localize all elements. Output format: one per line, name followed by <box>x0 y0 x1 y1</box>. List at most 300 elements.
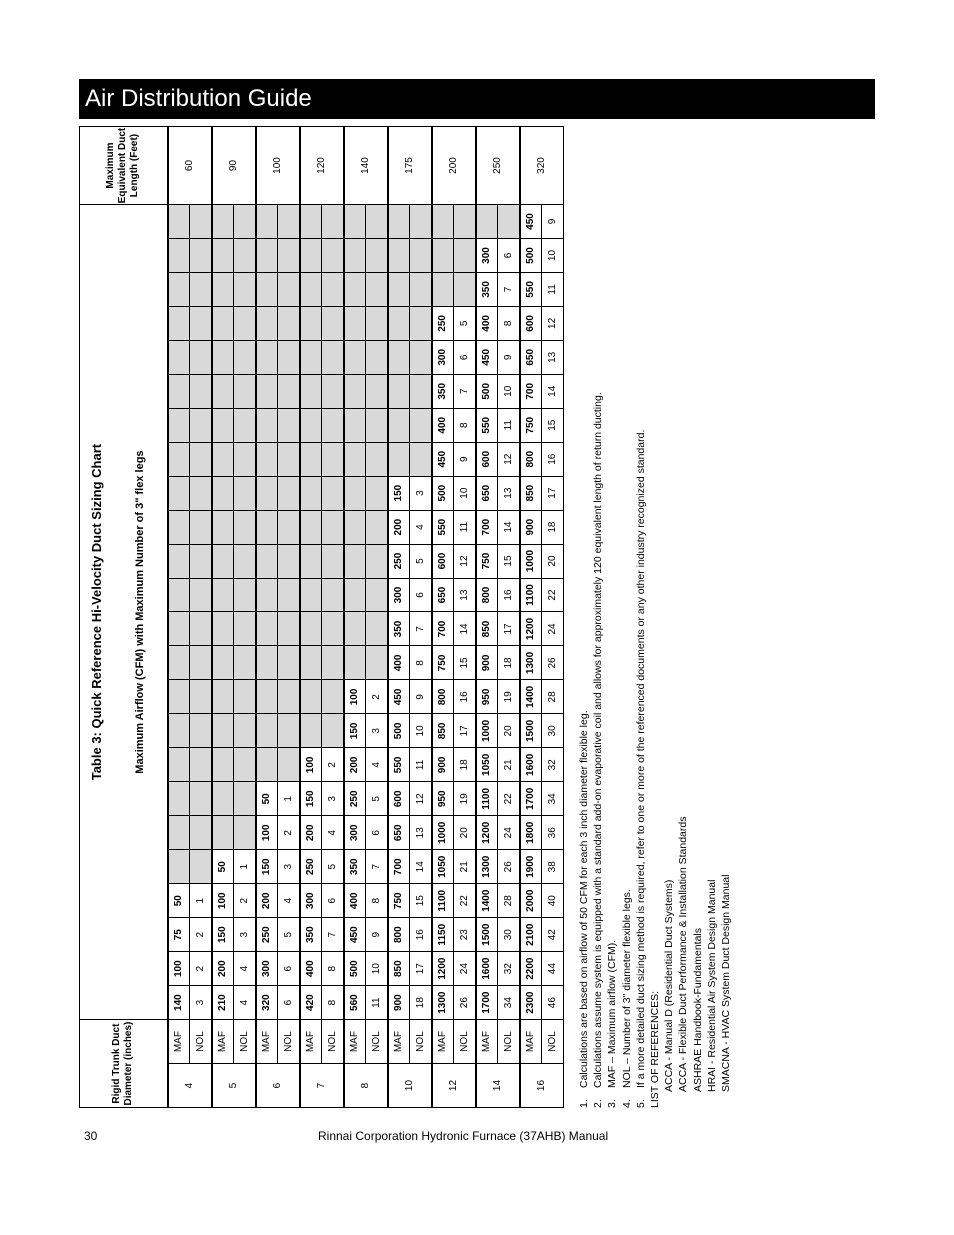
empty-cell <box>388 374 410 408</box>
duct-diameter-cell: 6 <box>256 1064 300 1108</box>
empty-cell <box>344 340 366 374</box>
nol-value-cell: 15 <box>454 646 476 680</box>
empty-cell <box>190 782 212 816</box>
empty-cell <box>322 578 344 612</box>
empty-cell <box>300 510 322 544</box>
empty-cell <box>344 510 366 544</box>
empty-cell <box>212 374 234 408</box>
maf-value-cell: 850 <box>388 952 410 986</box>
nol-value-cell: 13 <box>498 476 520 510</box>
empty-cell <box>256 340 278 374</box>
nol-label: NOL <box>278 1020 300 1064</box>
nol-value-cell: 1 <box>190 884 212 918</box>
empty-cell <box>168 374 190 408</box>
empty-cell <box>212 408 234 442</box>
nol-value-cell: 22 <box>498 782 520 816</box>
nol-value-cell: 9 <box>498 340 520 374</box>
maf-value-cell: 150 <box>300 782 322 816</box>
maf-value-cell: 750 <box>432 646 454 680</box>
nol-value-cell: 3 <box>190 986 212 1020</box>
maf-value-cell: 1400 <box>520 680 542 714</box>
empty-cell <box>322 340 344 374</box>
references-title: LIST OF REFERENCES: <box>649 990 662 1108</box>
empty-cell <box>234 306 256 340</box>
maf-value-cell: 1700 <box>476 986 498 1020</box>
nol-value-cell: 32 <box>498 952 520 986</box>
empty-cell <box>322 680 344 714</box>
empty-cell <box>190 612 212 646</box>
empty-cell <box>322 272 344 306</box>
empty-cell <box>256 612 278 646</box>
duct-diameter-cell: 14 <box>476 1064 520 1108</box>
empty-cell <box>366 612 388 646</box>
empty-cell <box>278 578 300 612</box>
maf-value-cell: 1500 <box>520 714 542 748</box>
nol-value-cell: 46 <box>542 986 564 1020</box>
maf-value-cell: 100 <box>344 680 366 714</box>
maf-value-cell: 550 <box>476 408 498 442</box>
nol-value-cell: 8 <box>498 306 520 340</box>
nol-value-cell: 42 <box>542 918 564 952</box>
empty-cell <box>278 442 300 476</box>
empty-cell <box>234 714 256 748</box>
note-item <box>634 126 648 1108</box>
nol-value-cell: 26 <box>498 850 520 884</box>
maf-label: MAF <box>300 1020 322 1064</box>
empty-cell <box>410 205 432 239</box>
table-row <box>344 127 366 1108</box>
empty-cell <box>278 476 300 510</box>
empty-cell <box>278 748 300 782</box>
reference-item <box>719 126 733 1108</box>
nol-value-cell: 12 <box>542 306 564 340</box>
maf-value-cell: 550 <box>388 748 410 782</box>
maf-value-cell: 950 <box>476 680 498 714</box>
maf-value-cell: 1600 <box>520 748 542 782</box>
maf-value-cell: 700 <box>520 374 542 408</box>
maf-value-cell: 550 <box>432 510 454 544</box>
empty-cell <box>212 205 234 239</box>
empty-cell <box>168 850 190 884</box>
maf-value-cell: 210 <box>212 986 234 1020</box>
empty-cell <box>344 272 366 306</box>
empty-cell <box>234 510 256 544</box>
table-row <box>366 127 388 1108</box>
empty-cell <box>344 238 366 272</box>
empty-cell <box>300 714 322 748</box>
max-length-cell: 60 <box>168 127 212 205</box>
empty-cell <box>388 340 410 374</box>
duct-diameter-cell: 4 <box>168 1064 212 1108</box>
nol-value-cell: 17 <box>498 612 520 646</box>
maf-value-cell: 500 <box>388 714 410 748</box>
note-number: 2. <box>592 1099 605 1108</box>
maf-value-cell: 1800 <box>520 816 542 850</box>
nol-value-cell: 3 <box>278 850 300 884</box>
maf-value-cell: 450 <box>432 442 454 476</box>
nol-value-cell: 18 <box>454 748 476 782</box>
table-title: Table 3: Quick Reference Hi-Velocity Duct Sizing Chart <box>80 205 114 1020</box>
nol-value-cell: 18 <box>410 986 432 1020</box>
nol-value-cell: 8 <box>322 986 344 1020</box>
nol-value-cell: 3 <box>366 714 388 748</box>
empty-cell <box>256 646 278 680</box>
empty-cell <box>168 612 190 646</box>
nol-value-cell: 11 <box>410 748 432 782</box>
empty-cell <box>322 510 344 544</box>
maf-value-cell: 900 <box>476 646 498 680</box>
empty-cell <box>300 340 322 374</box>
empty-cell <box>256 476 278 510</box>
table-row <box>432 127 454 1108</box>
maf-value-cell: 150 <box>388 476 410 510</box>
empty-cell <box>190 238 212 272</box>
empty-cell <box>344 578 366 612</box>
nol-value-cell: 12 <box>498 442 520 476</box>
table-row <box>388 127 410 1108</box>
maf-value-cell: 1200 <box>432 952 454 986</box>
nol-value-cell: 5 <box>454 306 476 340</box>
maf-value-cell: 250 <box>256 918 278 952</box>
nol-value-cell: 4 <box>278 884 300 918</box>
empty-cell <box>168 680 190 714</box>
empty-cell <box>410 272 432 306</box>
trunk-diameter-header: Rigid Trunk Duct Diameter (inches) <box>80 1020 168 1108</box>
maf-value-cell: 500 <box>344 952 366 986</box>
nol-value-cell: 44 <box>542 952 564 986</box>
maf-value-cell: 1200 <box>476 816 498 850</box>
empty-cell <box>344 374 366 408</box>
maf-value-cell: 600 <box>520 306 542 340</box>
nol-value-cell: 9 <box>542 205 564 239</box>
rotated-content <box>79 126 733 1108</box>
maf-value-cell: 50 <box>256 782 278 816</box>
nol-value-cell: 18 <box>542 510 564 544</box>
empty-cell <box>190 544 212 578</box>
maf-value-cell: 650 <box>476 476 498 510</box>
empty-cell <box>322 205 344 239</box>
maf-value-cell: 500 <box>520 238 542 272</box>
nol-value-cell: 11 <box>542 272 564 306</box>
maf-value-cell: 900 <box>520 510 542 544</box>
empty-cell <box>234 578 256 612</box>
maf-value-cell: 300 <box>300 884 322 918</box>
maf-label: MAF <box>168 1020 190 1064</box>
nol-value-cell: 6 <box>278 952 300 986</box>
nol-value-cell: 17 <box>454 714 476 748</box>
table-row <box>256 127 278 1108</box>
duct-diameter-cell: 16 <box>520 1064 564 1108</box>
maf-value-cell: 250 <box>300 850 322 884</box>
duct-sizing-table <box>79 126 564 1108</box>
empty-cell <box>168 272 190 306</box>
empty-cell <box>388 442 410 476</box>
empty-cell <box>168 442 190 476</box>
nol-label: NOL <box>234 1020 256 1064</box>
nol-value-cell: 5 <box>278 918 300 952</box>
nol-value-cell: 15 <box>498 544 520 578</box>
nol-value-cell: 13 <box>410 816 432 850</box>
empty-cell <box>190 578 212 612</box>
nol-value-cell: 17 <box>410 952 432 986</box>
empty-cell <box>278 646 300 680</box>
nol-label: NOL <box>410 1020 432 1064</box>
empty-cell <box>278 238 300 272</box>
empty-cell <box>344 408 366 442</box>
reference-text: ACCA - Manual D (Residential Duct Systems) <box>663 879 676 1092</box>
empty-cell <box>300 374 322 408</box>
empty-cell <box>322 612 344 646</box>
empty-cell <box>212 680 234 714</box>
reference-item <box>662 126 676 1108</box>
nol-value-cell: 8 <box>322 952 344 986</box>
duct-diameter-cell: 7 <box>300 1064 344 1108</box>
empty-cell <box>168 510 190 544</box>
nol-label: NOL <box>454 1020 476 1064</box>
empty-cell <box>388 306 410 340</box>
nol-value-cell: 11 <box>498 408 520 442</box>
table-row <box>168 127 190 1108</box>
empty-cell <box>366 544 388 578</box>
nol-value-cell: 10 <box>410 714 432 748</box>
note-item <box>577 126 591 1108</box>
empty-cell <box>410 408 432 442</box>
nol-value-cell: 7 <box>366 850 388 884</box>
empty-cell <box>322 408 344 442</box>
max-length-cell: 200 <box>432 127 476 205</box>
empty-cell <box>256 748 278 782</box>
maf-value-cell: 1600 <box>476 952 498 986</box>
nol-value-cell: 20 <box>498 714 520 748</box>
nol-value-cell: 14 <box>498 510 520 544</box>
maf-value-cell: 350 <box>476 272 498 306</box>
nol-value-cell: 16 <box>498 578 520 612</box>
maf-value-cell: 1050 <box>476 748 498 782</box>
empty-cell <box>454 205 476 239</box>
empty-cell <box>234 782 256 816</box>
maf-value-cell: 600 <box>388 782 410 816</box>
empty-cell <box>212 544 234 578</box>
nol-value-cell: 24 <box>542 612 564 646</box>
nol-value-cell: 40 <box>542 884 564 918</box>
empty-cell <box>190 510 212 544</box>
note-number: 4. <box>620 1099 633 1108</box>
empty-cell <box>190 442 212 476</box>
empty-cell <box>256 442 278 476</box>
maf-label: MAF <box>344 1020 366 1064</box>
table-row <box>498 127 520 1108</box>
nol-value-cell: 1 <box>234 850 256 884</box>
empty-cell <box>212 238 234 272</box>
nol-label: NOL <box>190 1020 212 1064</box>
nol-value-cell: 16 <box>542 442 564 476</box>
nol-value-cell: 28 <box>542 680 564 714</box>
nol-value-cell: 6 <box>366 816 388 850</box>
duct-diameter-cell: 10 <box>388 1064 432 1108</box>
maf-value-cell: 100 <box>300 748 322 782</box>
table-row <box>278 127 300 1108</box>
empty-cell <box>410 340 432 374</box>
empty-cell <box>344 544 366 578</box>
empty-cell <box>168 205 190 239</box>
maf-value-cell: 1400 <box>476 884 498 918</box>
maf-value-cell: 500 <box>476 374 498 408</box>
maf-value-cell: 650 <box>432 578 454 612</box>
maf-value-cell: 1050 <box>432 850 454 884</box>
empty-cell <box>344 612 366 646</box>
maf-label: MAF <box>256 1020 278 1064</box>
maf-value-cell: 450 <box>520 205 542 239</box>
empty-cell <box>234 612 256 646</box>
maf-value-cell: 2000 <box>520 884 542 918</box>
nol-value-cell: 30 <box>542 714 564 748</box>
table-row <box>212 127 234 1108</box>
maf-value-cell: 600 <box>476 442 498 476</box>
maf-value-cell: 700 <box>388 850 410 884</box>
empty-cell <box>366 374 388 408</box>
duct-diameter-cell: 5 <box>212 1064 256 1108</box>
maf-value-cell: 600 <box>432 544 454 578</box>
nol-value-cell: 19 <box>498 680 520 714</box>
empty-cell <box>300 306 322 340</box>
maf-value-cell: 1000 <box>476 714 498 748</box>
maf-value-cell: 1300 <box>432 986 454 1020</box>
empty-cell <box>212 782 234 816</box>
empty-cell <box>300 646 322 680</box>
empty-cell <box>212 578 234 612</box>
empty-cell <box>476 205 498 239</box>
maf-value-cell: 50 <box>168 884 190 918</box>
empty-cell <box>278 272 300 306</box>
maf-value-cell: 2100 <box>520 918 542 952</box>
nol-value-cell: 14 <box>542 374 564 408</box>
empty-cell <box>168 340 190 374</box>
table-row <box>454 127 476 1108</box>
maf-value-cell: 100 <box>256 816 278 850</box>
empty-cell <box>322 646 344 680</box>
note-text: NOL – Number of 3" diameter flexible legs. <box>620 889 633 1088</box>
maf-value-cell: 400 <box>476 306 498 340</box>
empty-cell <box>498 205 520 239</box>
maf-value-cell: 750 <box>520 408 542 442</box>
empty-cell <box>454 238 476 272</box>
nol-value-cell: 5 <box>366 782 388 816</box>
empty-cell <box>168 476 190 510</box>
note-text: If a more detailed duct sizing method is required, refer to one or more of the referenced documents or any other industry recognized standard. <box>634 429 647 1088</box>
reference-text: ACCA - Flexible Duct Performance & Installation Standards <box>677 816 690 1092</box>
nol-value-cell: 22 <box>542 578 564 612</box>
empty-cell <box>168 782 190 816</box>
empty-cell <box>410 442 432 476</box>
empty-cell <box>168 646 190 680</box>
nol-value-cell: 20 <box>542 544 564 578</box>
maf-label: MAF <box>432 1020 454 1064</box>
empty-cell <box>234 816 256 850</box>
empty-cell <box>322 714 344 748</box>
maf-value-cell: 1300 <box>476 850 498 884</box>
empty-cell <box>190 306 212 340</box>
maf-value-cell: 2200 <box>520 952 542 986</box>
empty-cell <box>212 442 234 476</box>
maf-value-cell: 800 <box>520 442 542 476</box>
empty-cell <box>168 306 190 340</box>
empty-cell <box>410 374 432 408</box>
maf-label: MAF <box>520 1020 542 1064</box>
maf-value-cell: 150 <box>212 918 234 952</box>
maf-value-cell: 700 <box>432 612 454 646</box>
empty-cell <box>278 544 300 578</box>
maf-value-cell: 1100 <box>476 782 498 816</box>
reference-text: SMACNA - HVAC System Duct Design Manual <box>720 874 733 1092</box>
maf-value-cell: 300 <box>432 340 454 374</box>
nol-value-cell: 23 <box>454 918 476 952</box>
empty-cell <box>212 340 234 374</box>
nol-value-cell: 6 <box>410 578 432 612</box>
empty-cell <box>388 205 410 239</box>
empty-cell <box>366 306 388 340</box>
nol-value-cell: 2 <box>190 918 212 952</box>
nol-value-cell: 8 <box>454 408 476 442</box>
empty-cell <box>300 578 322 612</box>
empty-cell <box>168 238 190 272</box>
empty-cell <box>256 714 278 748</box>
nol-value-cell: 24 <box>498 816 520 850</box>
empty-cell <box>278 680 300 714</box>
empty-cell <box>190 374 212 408</box>
reference-item <box>676 126 690 1108</box>
note-number: 3. <box>606 1099 619 1108</box>
empty-cell <box>300 408 322 442</box>
nol-value-cell: 16 <box>454 680 476 714</box>
nol-value-cell: 10 <box>498 374 520 408</box>
empty-cell <box>300 612 322 646</box>
maf-label: MAF <box>212 1020 234 1064</box>
empty-cell <box>300 476 322 510</box>
maf-value-cell: 200 <box>344 748 366 782</box>
maf-value-cell: 450 <box>476 340 498 374</box>
nol-value-cell: 4 <box>366 748 388 782</box>
nol-value-cell: 8 <box>366 884 388 918</box>
maf-value-cell: 320 <box>256 986 278 1020</box>
empty-cell <box>278 205 300 239</box>
nol-value-cell: 2 <box>190 952 212 986</box>
duct-diameter-cell: 8 <box>344 1064 388 1108</box>
max-length-cell: 120 <box>300 127 344 205</box>
maf-value-cell: 560 <box>344 986 366 1020</box>
nol-value-cell: 20 <box>454 816 476 850</box>
nol-value-cell: 10 <box>366 952 388 986</box>
references-list <box>662 126 733 1108</box>
empty-cell <box>190 850 212 884</box>
nol-value-cell: 34 <box>542 782 564 816</box>
empty-cell <box>212 476 234 510</box>
maf-value-cell: 700 <box>476 510 498 544</box>
empty-cell <box>256 510 278 544</box>
empty-cell <box>212 306 234 340</box>
empty-cell <box>168 544 190 578</box>
maf-value-cell: 300 <box>256 952 278 986</box>
empty-cell <box>168 748 190 782</box>
maf-value-cell: 200 <box>212 952 234 986</box>
duct-diameter-cell: 12 <box>432 1064 476 1108</box>
nol-value-cell: 5 <box>410 544 432 578</box>
maf-value-cell: 1000 <box>520 544 542 578</box>
maf-value-cell: 450 <box>388 680 410 714</box>
empty-cell <box>366 578 388 612</box>
nol-value-cell: 4 <box>322 816 344 850</box>
max-length-cell: 320 <box>520 127 564 205</box>
duct-length-header: Maximum Equivalent Duct Length (Feet) <box>80 127 168 205</box>
